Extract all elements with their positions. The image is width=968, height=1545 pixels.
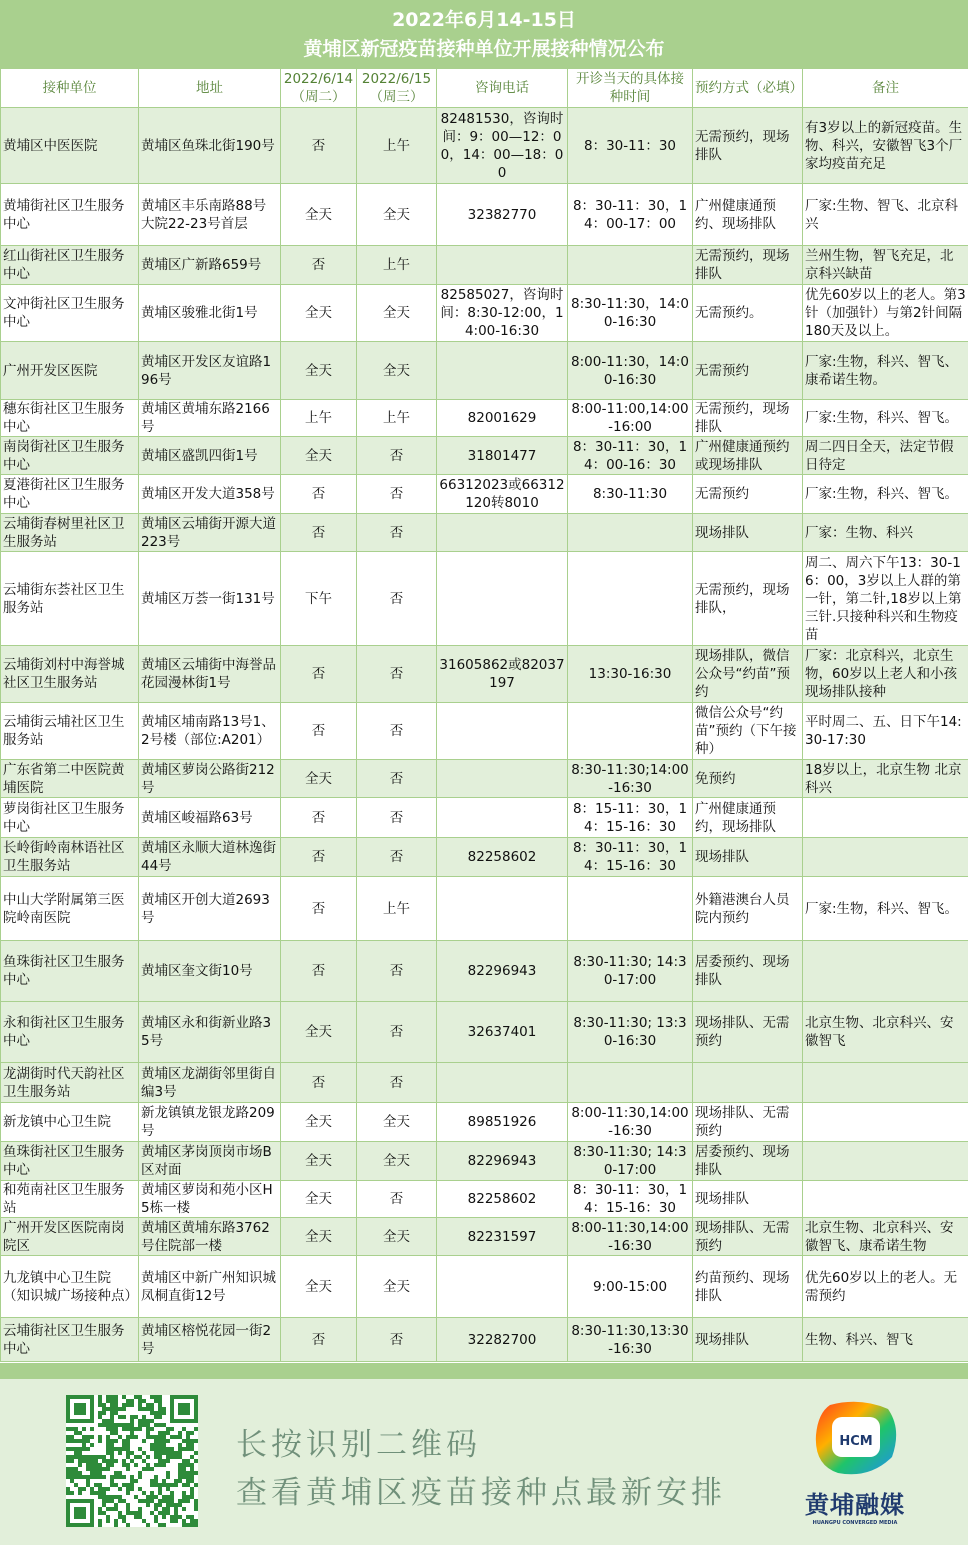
phone-cell	[437, 1256, 568, 1318]
hours-cell	[568, 552, 693, 646]
logo-icon	[810, 1399, 900, 1479]
site-name-cell: 新龙镇中心卫生院	[1, 1103, 139, 1142]
title-date: 2022年6月14-15日	[0, 6, 968, 35]
phone-cell: 82296943	[437, 1142, 568, 1181]
hours-cell: 8:30-11:30; 14:30-17:00	[568, 941, 693, 1002]
table-row	[1, 838, 968, 877]
status-0615-cell: 否	[357, 941, 437, 1002]
address-cell: 黄埔区龙湖街邻里街自编3号	[139, 1063, 281, 1103]
status-0615-cell: 全天	[357, 1142, 437, 1181]
phone-cell	[437, 703, 568, 760]
column-header: 接种单位	[1, 69, 139, 108]
status-0615-cell: 上午	[357, 877, 437, 941]
site-name-cell: 广州开发区医院	[1, 342, 139, 400]
table-row	[1, 646, 968, 703]
notes-cell: 优先60岁以上的老人。第3针（加强针）与第2针间隔180天及以上。	[803, 285, 968, 342]
phone-cell: 89851926	[437, 1103, 568, 1142]
status-0614-cell: 全天	[281, 437, 357, 475]
logo-name: 黄埔融媒	[800, 1485, 910, 1520]
notes-cell	[803, 941, 968, 1002]
hours-cell	[568, 246, 693, 285]
address-cell: 黄埔区万荟一街131号	[139, 552, 281, 646]
hours-cell: 13:30-16:30	[568, 646, 693, 703]
phone-cell: 32282700	[437, 1318, 568, 1362]
booking-method-cell: 无需预约	[693, 342, 803, 400]
status-0614-cell: 全天	[281, 285, 357, 342]
status-0615-cell: 全天	[357, 184, 437, 246]
status-0614-cell: 否	[281, 108, 357, 184]
hours-cell: 8:00-11:30，14:00-16:30	[568, 342, 693, 400]
status-0614-cell: 全天	[281, 1256, 357, 1318]
booking-method-cell	[693, 1063, 803, 1103]
phone-cell: 31605862或82037197	[437, 646, 568, 703]
footer	[0, 1379, 968, 1545]
status-0615-cell: 否	[357, 798, 437, 838]
table-row	[1, 1256, 968, 1318]
phone-cell: 66312023或66312120转8010	[437, 475, 568, 514]
phone-cell: 82481530，咨询时间：9：00—12：00，14：00—18：00	[437, 108, 568, 184]
phone-cell: 82231597	[437, 1218, 568, 1256]
status-0614-cell: 全天	[281, 1142, 357, 1181]
address-cell: 黄埔区开创大道2693号	[139, 877, 281, 941]
hours-cell	[568, 877, 693, 941]
status-0614-cell: 否	[281, 475, 357, 514]
table-row	[1, 1318, 968, 1362]
address-cell: 黄埔区丰乐南路88号大院22-23号首层	[139, 184, 281, 246]
table-row	[1, 703, 968, 760]
booking-method-cell: 现场排队、无需预约	[693, 1218, 803, 1256]
booking-method-cell: 广州健康通预约、现场排队	[693, 184, 803, 246]
footer-line-1: 长按识别二维码	[236, 1421, 726, 1469]
notes-cell: 18岁以上，北京生物 北京科兴	[803, 760, 968, 798]
table-row	[1, 342, 968, 400]
address-cell: 黄埔区峻福路63号	[139, 798, 281, 838]
site-name-cell: 南岗街社区卫生服务中心	[1, 437, 139, 475]
status-0614-cell: 否	[281, 877, 357, 941]
logo-mark: HCM	[839, 1434, 872, 1449]
table-row	[1, 184, 968, 246]
site-name-cell: 云埔街云埔社区卫生服务站	[1, 703, 139, 760]
hours-cell: 8：30-11：30，14：00-16：30	[568, 437, 693, 475]
status-0615-cell: 否	[357, 437, 437, 475]
status-0615-cell: 否	[357, 475, 437, 514]
booking-method-cell: 无需预约，现场排队	[693, 400, 803, 437]
notes-cell: 周二、周六下午13：30-16：00，3岁以上人群的第一针，第二针,18岁以上第三针.只接种科兴和生物疫苗	[803, 552, 968, 646]
address-cell: 黄埔区萝岗和苑小区H5栋一楼	[139, 1181, 281, 1218]
table-row	[1, 1002, 968, 1063]
booking-method-cell: 现场排队、无需预约	[693, 1002, 803, 1063]
address-cell: 黄埔区云埔街开源大道223号	[139, 514, 281, 552]
booking-method-cell: 无需预约，现场排队，	[693, 552, 803, 646]
booking-method-cell: 外籍港澳台人员院内预约	[693, 877, 803, 941]
booking-method-cell: 现场排队	[693, 514, 803, 552]
column-header: 开诊当天的具体接种时间	[568, 69, 693, 108]
booking-method-cell: 现场排队，微信公众号“约苗”预约	[693, 646, 803, 703]
table-row	[1, 1063, 968, 1103]
status-0614-cell: 否	[281, 1063, 357, 1103]
site-name-cell: 云埔街社区卫生服务中心	[1, 1318, 139, 1362]
status-0615-cell: 全天	[357, 1103, 437, 1142]
notes-cell: 北京生物、北京科兴、安徽智飞	[803, 1002, 968, 1063]
site-name-cell: 云埔街春树里社区卫生服务站	[1, 514, 139, 552]
status-0614-cell: 全天	[281, 1103, 357, 1142]
site-name-cell: 夏港街社区卫生服务中心	[1, 475, 139, 514]
address-cell: 新龙镇镇龙银龙路209号	[139, 1103, 281, 1142]
logo-subtitle: HUANGPU CONVERGED MEDIA	[800, 1520, 910, 1526]
hours-cell	[568, 703, 693, 760]
hours-cell	[568, 1063, 693, 1103]
notes-cell	[803, 838, 968, 877]
address-cell: 黄埔区广新路659号	[139, 246, 281, 285]
phone-cell	[437, 246, 568, 285]
site-name-cell: 广州开发区医院南岗院区	[1, 1218, 139, 1256]
notes-cell: 平时周二、五、日下午14:30-17:30	[803, 703, 968, 760]
status-0615-cell: 全天	[357, 342, 437, 400]
booking-method-cell: 免预约	[693, 760, 803, 798]
notes-cell: 厂家:生物，科兴、智飞。	[803, 400, 968, 437]
status-0614-cell: 否	[281, 703, 357, 760]
column-header: 2022/6/14（周二）	[281, 69, 357, 108]
booking-method-cell: 无需预约，现场排队	[693, 246, 803, 285]
status-0614-cell: 下午	[281, 552, 357, 646]
site-name-cell: 云埔街刘村中海誉城社区卫生服务站	[1, 646, 139, 703]
site-name-cell: 黄埔街社区卫生服务中心	[1, 184, 139, 246]
status-0614-cell: 否	[281, 246, 357, 285]
column-header: 地址	[139, 69, 281, 108]
hours-cell: 8:30-11:30; 13:30-16:30	[568, 1002, 693, 1063]
notes-cell: 周二四日全天，法定节假日待定	[803, 437, 968, 475]
table-row	[1, 246, 968, 285]
booking-method-cell: 无需预约。	[693, 285, 803, 342]
phone-cell: 82258602	[437, 838, 568, 877]
phone-cell	[437, 760, 568, 798]
phone-cell	[437, 877, 568, 941]
booking-method-cell: 微信公众号“约苗”预约（下午接种）	[693, 703, 803, 760]
status-0615-cell: 上午	[357, 400, 437, 437]
notes-cell: 厂家:生物、智飞、北京科兴	[803, 184, 968, 246]
site-name-cell: 穗东街社区卫生服务中心	[1, 400, 139, 437]
address-cell: 黄埔区榕悦花园一街2号	[139, 1318, 281, 1362]
site-name-cell: 广东省第二中医院黄埔医院	[1, 760, 139, 798]
status-0615-cell: 否	[357, 760, 437, 798]
phone-cell	[437, 798, 568, 838]
site-name-cell: 萝岗街社区卫生服务中心	[1, 798, 139, 838]
hours-cell: 8:30-11:30	[568, 475, 693, 514]
notes-cell: 北京生物、北京科兴、安徽智飞、康希诺生物	[803, 1218, 968, 1256]
table-header-row	[1, 69, 968, 108]
booking-method-cell: 广州健康通预约，现场排队	[693, 798, 803, 838]
status-0614-cell: 否	[281, 514, 357, 552]
notes-cell: 有3岁以上的新冠疫苗。生物、科兴，安徽智飞3个厂家均疫苗充足	[803, 108, 968, 184]
hours-cell: 8：30-11：30	[568, 108, 693, 184]
column-header: 预约方式（必填）	[693, 69, 803, 108]
hours-cell: 8：30-11：30，14：15-16：30	[568, 1181, 693, 1218]
notes-cell	[803, 798, 968, 838]
site-name-cell: 文冲街社区卫生服务中心	[1, 285, 139, 342]
booking-method-cell: 广州健康通预约或现场排队	[693, 437, 803, 475]
phone-cell: 82585027，咨询时间：8:30-12:00，14:00-16:30	[437, 285, 568, 342]
address-cell: 黄埔区黄埔东路2166号	[139, 400, 281, 437]
hours-cell: 8:00-11:00,14:00-16:00	[568, 400, 693, 437]
table-row	[1, 285, 968, 342]
booking-method-cell: 现场排队	[693, 838, 803, 877]
status-0615-cell: 全天	[357, 1256, 437, 1318]
table-row	[1, 798, 968, 838]
vaccination-sites-table	[0, 68, 968, 1362]
site-name-cell: 云埔街东荟社区卫生服务站	[1, 552, 139, 646]
table-row	[1, 1181, 968, 1218]
status-0615-cell: 全天	[357, 285, 437, 342]
address-cell: 黄埔区云埔街中海誉品花园漫林街1号	[139, 646, 281, 703]
notes-cell	[803, 1181, 968, 1218]
hours-cell: 8:30-11:30; 14:30-17:00	[568, 1142, 693, 1181]
address-cell: 黄埔区开发区友谊路196号	[139, 342, 281, 400]
phone-cell: 32382770	[437, 184, 568, 246]
booking-method-cell: 无需预约	[693, 475, 803, 514]
status-0614-cell: 全天	[281, 342, 357, 400]
column-header: 备注	[803, 69, 968, 108]
booking-method-cell: 约苗预约、现场排队	[693, 1256, 803, 1318]
phone-cell	[437, 552, 568, 646]
site-name-cell: 永和街社区卫生服务中心	[1, 1002, 139, 1063]
booking-method-cell: 现场排队	[693, 1181, 803, 1218]
address-cell: 黄埔区萝岗公路街212号	[139, 760, 281, 798]
hours-cell: 8:30-11:30;14:00-16:30	[568, 760, 693, 798]
table-row	[1, 1103, 968, 1142]
table-row	[1, 552, 968, 646]
page-title	[0, 0, 968, 68]
address-cell: 黄埔区茅岗顶岗市场B区对面	[139, 1142, 281, 1181]
divider-band	[0, 1363, 968, 1379]
table-row	[1, 941, 968, 1002]
status-0615-cell: 否	[357, 514, 437, 552]
booking-method-cell: 居委预约、现场排队	[693, 1142, 803, 1181]
notes-cell: 厂家：生物、科兴	[803, 514, 968, 552]
site-name-cell: 和苑南社区卫生服务站	[1, 1181, 139, 1218]
status-0615-cell: 上午	[357, 246, 437, 285]
status-0615-cell: 否	[357, 1063, 437, 1103]
address-cell: 黄埔区鱼珠北街190号	[139, 108, 281, 184]
address-cell: 黄埔区埔南路13号1、2号楼（部位:A201）	[139, 703, 281, 760]
booking-method-cell: 居委预约、现场排队	[693, 941, 803, 1002]
hours-cell: 8：30-11：30，14：15-16：30	[568, 838, 693, 877]
notes-cell: 优先60岁以上的老人。无需预约	[803, 1256, 968, 1318]
site-name-cell: 中山大学附属第三医院岭南医院	[1, 877, 139, 941]
table-row	[1, 437, 968, 475]
address-cell: 黄埔区黄埔东路3762号住院部一楼	[139, 1218, 281, 1256]
hours-cell: 8：30-11：30，14：00-17：00	[568, 184, 693, 246]
address-cell: 黄埔区中新广州知识城凤桐直街12号	[139, 1256, 281, 1318]
status-0615-cell: 否	[357, 1318, 437, 1362]
address-cell: 黄埔区开发大道358号	[139, 475, 281, 514]
site-name-cell: 龙湖街时代天韵社区卫生服务站	[1, 1063, 139, 1103]
table-row	[1, 760, 968, 798]
booking-method-cell: 无需预约，现场排队	[693, 108, 803, 184]
hours-cell: 9:00-15:00	[568, 1256, 693, 1318]
site-name-cell: 鱼珠街社区卫生服务中心	[1, 1142, 139, 1181]
status-0615-cell: 否	[357, 1002, 437, 1063]
hours-cell: 8：15-11：30，14：15-16：30	[568, 798, 693, 838]
column-header: 2022/6/15（周三）	[357, 69, 437, 108]
table-row	[1, 400, 968, 437]
site-name-cell: 鱼珠街社区卫生服务中心	[1, 941, 139, 1002]
status-0614-cell: 全天	[281, 1218, 357, 1256]
notes-cell: 厂家：北京科兴，北京生物，60岁以上老人和小孩现场排队接种	[803, 646, 968, 703]
status-0615-cell: 否	[357, 552, 437, 646]
status-0615-cell: 上午	[357, 108, 437, 184]
hours-cell	[568, 514, 693, 552]
hours-cell: 8:00-11:30,14:00-16:30	[568, 1218, 693, 1256]
hours-cell: 8:30-11:30，14:00-16:30	[568, 285, 693, 342]
status-0614-cell: 否	[281, 798, 357, 838]
phone-cell: 31801477	[437, 437, 568, 475]
title-main: 黄埔区新冠疫苗接种单位开展接种情况公布	[0, 35, 968, 64]
phone-cell	[437, 514, 568, 552]
address-cell: 黄埔区骏雅北街1号	[139, 285, 281, 342]
status-0614-cell: 全天	[281, 1002, 357, 1063]
phone-cell: 82296943	[437, 941, 568, 1002]
notes-cell: 生物、科兴、智飞	[803, 1318, 968, 1362]
site-name-cell: 红山街社区卫生服务中心	[1, 246, 139, 285]
qr-code[interactable]	[66, 1395, 198, 1527]
status-0614-cell: 全天	[281, 1181, 357, 1218]
status-0615-cell: 否	[357, 1181, 437, 1218]
table-row	[1, 1142, 968, 1181]
status-0615-cell: 否	[357, 838, 437, 877]
status-0614-cell: 否	[281, 838, 357, 877]
status-0614-cell: 否	[281, 646, 357, 703]
table-row	[1, 514, 968, 552]
table-row	[1, 1218, 968, 1256]
phone-cell: 82001629	[437, 400, 568, 437]
status-0615-cell: 否	[357, 646, 437, 703]
footer-line-2: 查看黄埔区疫苗接种点最新安排	[236, 1469, 726, 1517]
status-0614-cell: 否	[281, 941, 357, 1002]
logo	[800, 1399, 910, 1529]
notes-cell: 厂家:生物，科兴、智飞。	[803, 877, 968, 941]
notes-cell: 厂家:生物，科兴、智飞。	[803, 475, 968, 514]
address-cell: 黄埔区永和街新业路35号	[139, 1002, 281, 1063]
site-name-cell: 黄埔区中医医院	[1, 108, 139, 184]
booking-method-cell: 现场排队	[693, 1318, 803, 1362]
notes-cell	[803, 1103, 968, 1142]
site-name-cell: 九龙镇中心卫生院（知识城广场接种点）	[1, 1256, 139, 1318]
phone-cell: 32637401	[437, 1002, 568, 1063]
status-0614-cell: 否	[281, 1318, 357, 1362]
address-cell: 黄埔区永顺大道林逸街44号	[139, 838, 281, 877]
notes-cell: 厂家:生物，科兴、智飞、康希诺生物。	[803, 342, 968, 400]
status-0615-cell: 否	[357, 703, 437, 760]
phone-cell	[437, 1063, 568, 1103]
hours-cell: 8:30-11:30,13:30-16:30	[568, 1318, 693, 1362]
column-header: 咨询电话	[437, 69, 568, 108]
status-0614-cell: 全天	[281, 760, 357, 798]
table-row	[1, 475, 968, 514]
address-cell: 黄埔区奎文街10号	[139, 941, 281, 1002]
table-row	[1, 877, 968, 941]
notes-cell: 兰州生物，智飞充足，北京科兴缺苗	[803, 246, 968, 285]
booking-method-cell: 现场排队、无需预约	[693, 1103, 803, 1142]
phone-cell: 82258602	[437, 1181, 568, 1218]
status-0614-cell: 上午	[281, 400, 357, 437]
notes-cell	[803, 1063, 968, 1103]
table-row	[1, 108, 968, 184]
notes-cell	[803, 1142, 968, 1181]
status-0614-cell: 全天	[281, 184, 357, 246]
phone-cell	[437, 342, 568, 400]
address-cell: 黄埔区盛凯四街1号	[139, 437, 281, 475]
hours-cell: 8:00-11:30,14:00-16:30	[568, 1103, 693, 1142]
site-name-cell: 长岭街岭南林语社区卫生服务站	[1, 838, 139, 877]
status-0615-cell: 全天	[357, 1218, 437, 1256]
